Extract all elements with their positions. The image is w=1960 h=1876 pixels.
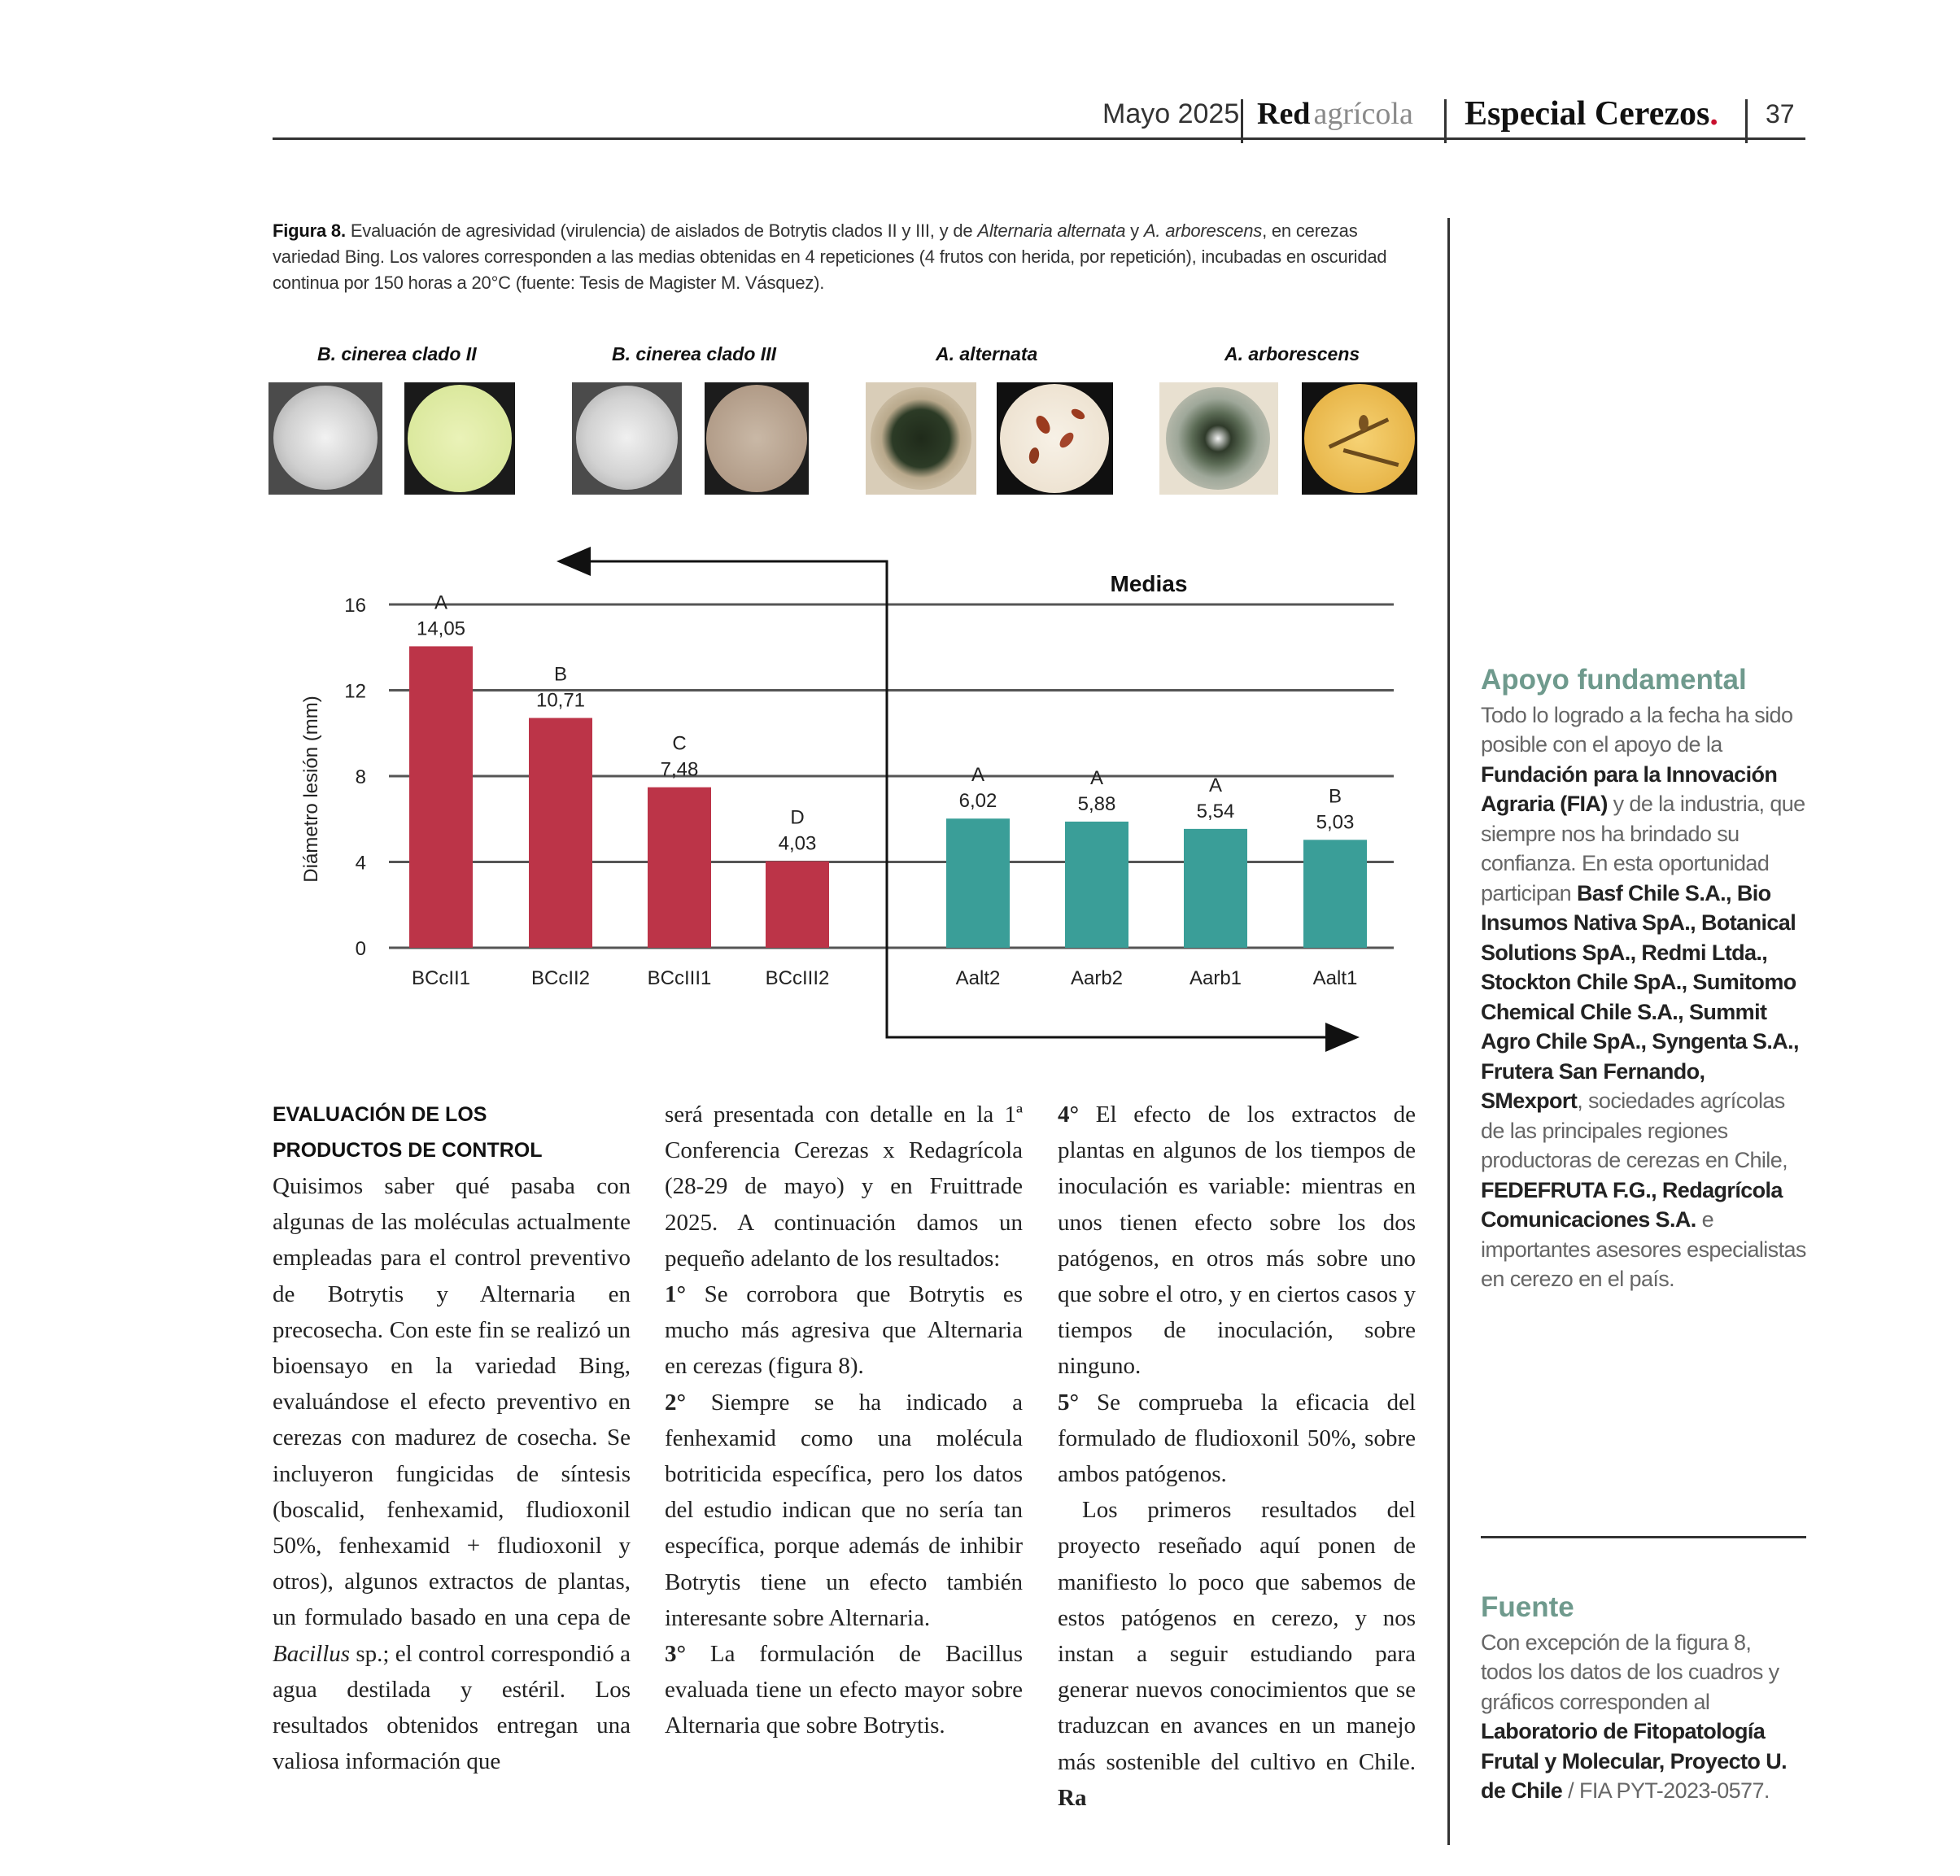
finding-text: La formulación de Bacillus evaluada tiene un efecto mayor sobre Alternaria que sobre Botrytis. xyxy=(665,1641,1024,1739)
significance-letter: D xyxy=(790,806,805,829)
finding-3 xyxy=(665,1636,1023,1744)
microscopy-photo xyxy=(997,382,1113,495)
species-label: A. alternata xyxy=(936,343,1038,364)
bar-Aarb2 xyxy=(1065,822,1128,948)
finding-text: Se corrobora que Botrytis es mucho más agresiva que Alternaria en cerezas (figura 8). xyxy=(665,1281,1024,1380)
page-header xyxy=(273,88,1805,140)
section-title xyxy=(1465,91,1718,137)
sidebar-title: Fuente xyxy=(1481,1591,1574,1623)
y-tick-label: 4 xyxy=(355,852,366,875)
y-tick-label: 0 xyxy=(355,938,366,960)
paragraph xyxy=(273,1168,631,1779)
finding-5 xyxy=(1058,1385,1416,1493)
sidebar-text: , sociedades agrícolas de las principales regiones productoras de cerezas en Chile, xyxy=(1481,1089,1788,1172)
x-tick-label: BCcIII2 xyxy=(765,967,830,989)
finding-text: Se comprueba la eficacia del formulado de fludioxonil 50%, sobre ambos patógenos. xyxy=(1058,1389,1416,1488)
significance-letter: A xyxy=(1208,774,1223,796)
header-divider xyxy=(1241,99,1243,143)
page-number: 37 xyxy=(1766,98,1795,129)
column-divider xyxy=(1447,218,1450,1845)
finding-1 xyxy=(665,1276,1023,1385)
figure-caption xyxy=(273,218,1395,296)
caption-species-1: Alternaria alternata xyxy=(977,220,1126,241)
bar-Aarb1 xyxy=(1184,829,1247,948)
significance-letter: A xyxy=(434,591,448,614)
significance-letter: A xyxy=(971,764,985,787)
sidebar-title: Apoyo fundamental xyxy=(1481,664,1747,696)
finding-2 xyxy=(665,1385,1023,1636)
section-heading xyxy=(273,1097,631,1168)
sidebar-support xyxy=(1481,665,1806,1294)
significance-letter: B xyxy=(553,663,568,686)
bar-value-label: 14,05 xyxy=(416,617,466,640)
culture-plate-photo xyxy=(268,382,382,495)
section-title-text: Especial Cerezos xyxy=(1465,95,1710,133)
bar-value-label: 5,54 xyxy=(1196,800,1235,822)
finding-number: 1° xyxy=(665,1281,687,1308)
microscopy-photo xyxy=(404,382,515,495)
sidebar-divider xyxy=(1481,1536,1806,1538)
brand-logo xyxy=(1257,91,1413,137)
species-label: B. cinerea clado III xyxy=(612,343,776,364)
x-tick-label: Aarb2 xyxy=(1070,967,1124,989)
microscopy-photo xyxy=(1302,382,1417,495)
article-column-3 xyxy=(1058,1097,1416,1816)
brand-rest: agrícola xyxy=(1313,97,1413,131)
paragraph-text: Quisimos saber qué pasaba con algunas de las moléculas actualmente empleadas para el control preventivo de Botrytis y Alternaria en precosecha. Con este fin se realizó un bioensayo en la variedad Bing, evaluándose el efecto preventivo en cerezas con madurez de cosecha. Se incluyeron fungicidas de síntesis (boscalid, fenhexamid, fludioxonil 50%, fenhexamid + fludioxonil y otros), algunos extractos de plantas, un formulado basado en una cepa de xyxy=(273,1173,631,1631)
header-divider xyxy=(1444,99,1447,143)
caption-text-c: , en cerezas variedad Bing. Los valores corresponden a las medias obtenidas en 4 repeticiones (4 frutos con herida, por repetición), incubadas en oscuridad continua por 150 horas a 20°C (fuente: Tesis de Magister M. Vásquez). xyxy=(273,220,1387,293)
bar-value-label: 7,48 xyxy=(660,758,699,781)
end-mark: Ra xyxy=(1058,1784,1087,1811)
finding-4 xyxy=(1058,1097,1416,1385)
culture-plate-photo xyxy=(1159,382,1278,495)
left-arrow xyxy=(561,561,887,879)
section-heading-line: PRODUCTOS DE CONTROL xyxy=(273,1139,543,1162)
finding-number: 4° xyxy=(1058,1102,1080,1128)
x-tick-label: Aarb1 xyxy=(1189,967,1242,989)
bar-BCcII2 xyxy=(529,718,592,948)
bar-BCcIII2 xyxy=(766,862,829,948)
finding-text: Siempre se ha indicado a fenhexamid como una molécula botriticida específica, pero los datos del estudio indican que no sería tan específica, porque además de inhibir Botrytis tiene un efecto también interesante sobre Alternaria. xyxy=(665,1389,1024,1631)
paragraph-text: sp.; el control correspondió a agua destilada y estéril. Los resultados obtenidos entregan una valiosa información que xyxy=(273,1640,631,1775)
sidebar-text: / FIA PYT-2023-0577. xyxy=(1568,1778,1770,1803)
sidebar-text: Todo lo logrado a la fecha ha sido posible con el apoyo de la xyxy=(1481,702,1793,757)
bar-BCcII1 xyxy=(409,646,473,948)
bar-value-label: 4,03 xyxy=(778,832,817,855)
caption-text-b: y xyxy=(1130,220,1139,241)
finding-number: 3° xyxy=(665,1641,687,1668)
finding-text: El efecto de los extractos de plantas en algunos de los tiempos de inoculación es variable: mientras en unos tienen efecto sobre los dos patógenos, en otros más sobre uno que sobre el otro, y en ciertos casos y tiempos de inoculación, sobre ninguno. xyxy=(1058,1102,1416,1380)
sidebar-text: y de la industria, que siempre nos ha brindado su confianza. En esta oportunidad participan xyxy=(1481,792,1805,905)
caption-text-a: Evaluación de agresividad (virulencia) de aislados de Botrytis clados II y III, y de xyxy=(350,220,973,241)
bar-BCcIII1 xyxy=(648,787,711,948)
finding-number: 5° xyxy=(1058,1389,1080,1416)
section-heading-line: EVALUACIÓN DE LOS xyxy=(273,1103,487,1126)
article-column-1 xyxy=(273,1097,631,1779)
chart-title: Medias xyxy=(1110,571,1188,596)
header-divider xyxy=(1745,99,1748,143)
bar-value-label: 5,03 xyxy=(1316,811,1355,834)
culture-plate-photo xyxy=(572,382,682,495)
y-tick-label: 12 xyxy=(344,680,366,703)
paragraph-text: Los primeros resultados del proyecto reseñado aquí ponen de manifiesto lo poco que sabemos de estos patógenos en cerezo, y nos instan a seguir estudiando para generar nuevos conocimientos que se traduzcan en avances en un manejo más sostenible del cultivo en Chile. xyxy=(1058,1497,1416,1775)
sidebar-text: e importantes asesores especialistas en cerezo en el país. xyxy=(1481,1207,1806,1291)
finding-number: 2° xyxy=(665,1389,687,1416)
sidebar-strong: Laboratorio de Fitopatología Frutal y Molecular, Proyecto U. de Chile xyxy=(1481,1719,1788,1803)
bar-value-label: 5,88 xyxy=(1077,792,1116,815)
y-tick-label: 8 xyxy=(355,766,366,788)
significance-letter: A xyxy=(1089,766,1104,789)
x-tick-label: Aalt2 xyxy=(955,967,1001,989)
article-column-2 xyxy=(665,1097,1023,1744)
x-tick-label: Aalt1 xyxy=(1312,967,1358,989)
issue-date: Mayo 2025 xyxy=(1102,98,1240,129)
sidebar-text: Con excepción de la figura 8, todos los datos de los cuadros y gráficos corresponden al xyxy=(1481,1630,1779,1714)
y-axis-ticks xyxy=(344,595,366,960)
bar-Aalt1 xyxy=(1303,840,1367,948)
x-tick-label: BCcII2 xyxy=(530,967,591,989)
brand-main: Red xyxy=(1257,97,1311,131)
culture-plate-photo xyxy=(866,382,976,495)
bar-Aalt2 xyxy=(946,818,1010,948)
closing-paragraph xyxy=(1058,1492,1416,1816)
figure-label: Figura 8. xyxy=(273,220,346,241)
x-tick-label: BCcII1 xyxy=(411,967,471,989)
species-label: A. arborescens xyxy=(1224,343,1360,364)
species-label: B. cinerea clado II xyxy=(317,343,477,364)
significance-letter: B xyxy=(1328,785,1342,808)
sidebar-strong: Fundación para la Innovación Agraria (FIA) xyxy=(1481,761,1778,816)
paragraph-italic: Bacillus xyxy=(273,1640,351,1667)
lesion-diameter-chart xyxy=(273,537,1412,1066)
paragraph: será presentada con detalle en la 1ª Conferencia Cerezas x Redagrícola (28-29 de mayo) y en Fruittrade 2025. A continuación damos un pequeño adelanto de los resultados: xyxy=(665,1102,1023,1272)
x-tick-label: BCcIII1 xyxy=(647,967,712,989)
significance-letter: C xyxy=(672,732,687,755)
bar-value-label: 6,02 xyxy=(958,790,997,813)
sidebar-source xyxy=(1481,1593,1806,1806)
caption-species-2: A. arborescens xyxy=(1143,220,1263,241)
sidebar-strong: Basf Chile S.A., Bio Insumos Nativa SpA., Botanical Solutions SpA., Redmi Ltda., Stockton Chile SpA., Sumitomo Chemical Chile S.A., Summit Agro Chile SpA., Syngenta S.A., Frutera San Fernando, SMexport xyxy=(1481,880,1799,1113)
sidebar-strong: FEDEFRUTA F.G., Redagrícola Comunicaciones S.A. xyxy=(1481,1177,1783,1232)
y-tick-label: 16 xyxy=(344,595,366,617)
section-title-dot: . xyxy=(1709,95,1718,133)
microscopy-photo xyxy=(705,382,809,495)
bar-value-label: 10,71 xyxy=(535,689,586,712)
chart-y-axis-label: Diámetro lesión (mm) xyxy=(300,696,322,883)
